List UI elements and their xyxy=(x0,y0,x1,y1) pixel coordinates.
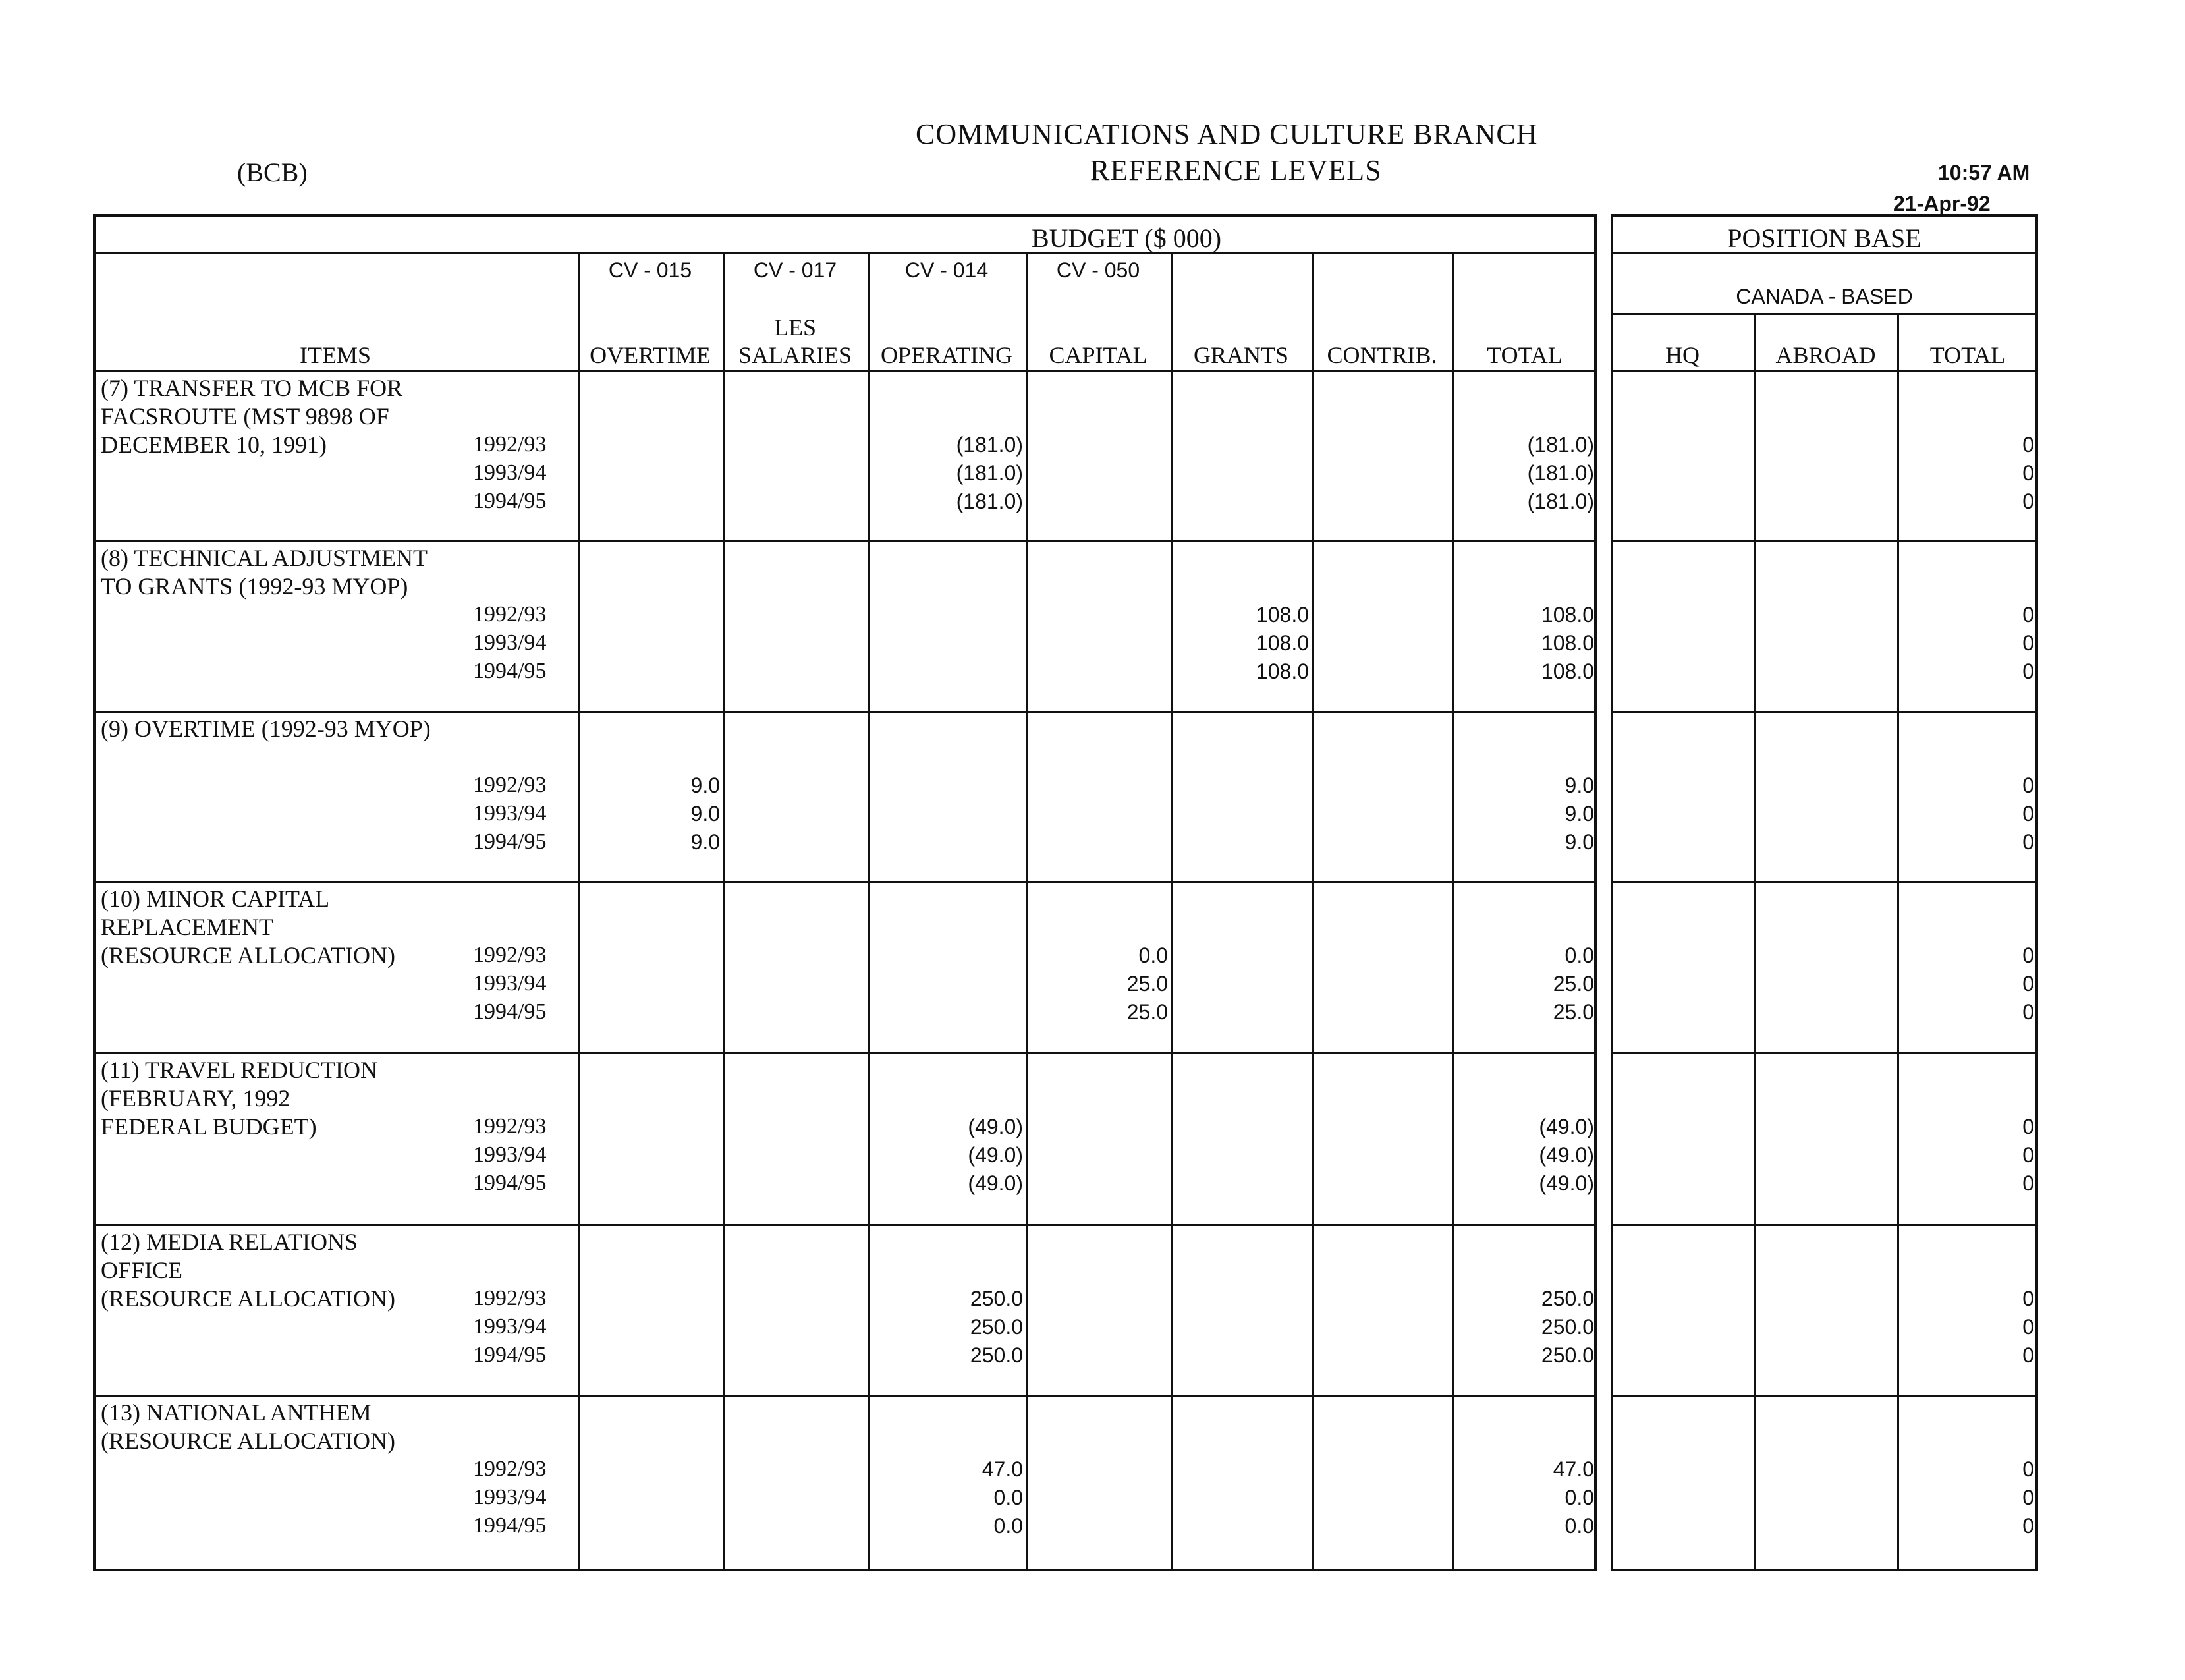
cell-total: 250.0 xyxy=(1541,1343,1594,1367)
fiscal-year: 1992/93 xyxy=(473,1286,547,1310)
cell-total: 0.0 xyxy=(1564,1514,1594,1538)
cell-total: 108.0 xyxy=(1541,659,1594,683)
position-section-divider xyxy=(1611,1395,2038,1397)
item-description-line: OFFICE xyxy=(101,1257,183,1283)
cell-pos-total: 0 xyxy=(2022,943,2034,967)
cell-total: 250.0 xyxy=(1541,1315,1594,1339)
cell-total: 108.0 xyxy=(1541,603,1594,627)
item-description-line: (13) NATIONAL ANTHEM xyxy=(101,1399,372,1426)
fiscal-year: 1994/95 xyxy=(473,1343,547,1367)
position-section-divider xyxy=(1611,711,2038,713)
cell-pos-total: 0 xyxy=(2022,1000,2034,1024)
cell-pos-total: 0 xyxy=(2022,433,2034,457)
cell-total: 108.0 xyxy=(1541,631,1594,655)
col-divider-grants xyxy=(1312,252,1314,1571)
cell-pos-total: 0 xyxy=(2022,1143,2034,1167)
cell-pos-total: 0 xyxy=(2022,603,2034,627)
col-divider-abroad xyxy=(1897,313,1899,1571)
fiscal-year: 1994/95 xyxy=(473,1513,547,1538)
position-title: POSITION BASE xyxy=(1727,223,1922,253)
fiscal-year: 1994/95 xyxy=(473,659,547,683)
fiscal-year: 1993/94 xyxy=(473,1142,547,1167)
item-description-line: (8) TECHNICAL ADJUSTMENT xyxy=(101,545,428,571)
abroad-header: ABROAD xyxy=(1775,342,1876,368)
cell-pos-total: 0 xyxy=(2022,1343,2034,1367)
cell-total: (181.0) xyxy=(1527,433,1594,457)
item-description-line: REPLACEMENT xyxy=(101,914,274,940)
item-description-line: (FEBRUARY, 1992 xyxy=(101,1085,290,1111)
item-description-line: FACSROUTE (MST 9898 OF xyxy=(101,403,389,430)
page-title: COMMUNICATIONS AND CULTURE BRANCH xyxy=(916,118,1538,150)
section-divider xyxy=(93,1052,1597,1054)
cell-operating: (181.0) xyxy=(956,461,1023,485)
code-operating: CV - 014 xyxy=(904,258,989,282)
cell-operating: (49.0) xyxy=(968,1115,1023,1138)
item-description-line: (RESOURCE ALLOCATION) xyxy=(101,942,395,968)
cell-pos-total: 0 xyxy=(2022,802,2034,826)
fiscal-year: 1992/93 xyxy=(473,943,547,967)
cell-grants: 108.0 xyxy=(1256,603,1309,627)
print-date: 21-Apr-92 xyxy=(1893,192,1991,215)
cell-operating: (49.0) xyxy=(968,1171,1023,1195)
salaries-header: SALARIES xyxy=(738,342,852,368)
item-description-line: (12) MEDIA RELATIONS xyxy=(101,1229,358,1255)
code-les: CV - 017 xyxy=(753,258,837,282)
fiscal-year: 1992/93 xyxy=(473,1457,547,1481)
cell-pos-total: 0 xyxy=(2022,972,2034,995)
item-description-line: FEDERAL BUDGET) xyxy=(101,1113,317,1140)
item-description-line: (7) TRANSFER TO MCB FOR xyxy=(101,375,403,401)
fiscal-year: 1993/94 xyxy=(473,1485,547,1509)
print-time: 10:57 AM xyxy=(1938,161,2030,184)
section-divider xyxy=(93,881,1597,883)
cell-pos-total: 0 xyxy=(2022,490,2034,513)
cell-total: 9.0 xyxy=(1564,802,1594,826)
cell-capital: 25.0 xyxy=(1126,972,1168,995)
cell-total: 9.0 xyxy=(1564,773,1594,797)
cell-grants: 108.0 xyxy=(1256,631,1309,655)
fiscal-year: 1992/93 xyxy=(473,432,547,457)
fiscal-year: 1993/94 xyxy=(473,1314,547,1339)
contrib-header: CONTRIB. xyxy=(1327,342,1437,368)
fiscal-year: 1993/94 xyxy=(473,630,547,655)
section-divider xyxy=(93,1224,1597,1226)
item-description-line: (10) MINOR CAPITAL xyxy=(101,885,330,912)
col-divider-contrib xyxy=(1452,252,1454,1571)
fiscal-year: 1994/95 xyxy=(473,489,547,513)
cell-pos-total: 0 xyxy=(2022,461,2034,485)
canada-based-divider xyxy=(1611,313,2038,315)
operating-header: OPERATING xyxy=(880,342,1012,368)
fiscal-year: 1994/95 xyxy=(473,829,547,854)
position-section-divider xyxy=(1611,881,2038,883)
fiscal-year: 1992/93 xyxy=(473,773,547,797)
cell-pos-total: 0 xyxy=(2022,1315,2034,1339)
cell-total: (49.0) xyxy=(1539,1115,1594,1138)
item-description-line: (11) TRAVEL REDUCTION xyxy=(101,1057,377,1083)
items-header: ITEMS xyxy=(300,342,371,368)
cell-operating: 0.0 xyxy=(993,1514,1023,1538)
cell-operating: 250.0 xyxy=(970,1287,1023,1310)
cell-overtime: 9.0 xyxy=(690,802,720,826)
section-divider xyxy=(93,711,1597,713)
col-divider-hq xyxy=(1754,313,1756,1571)
cell-operating: 250.0 xyxy=(970,1315,1023,1339)
item-description-line: TO GRANTS (1992-93 MYOP) xyxy=(101,573,408,600)
cell-pos-total: 0 xyxy=(2022,1171,2034,1195)
cell-total: 47.0 xyxy=(1553,1457,1594,1481)
cell-total: (49.0) xyxy=(1539,1171,1594,1195)
cell-overtime: 9.0 xyxy=(690,773,720,797)
cell-pos-total: 0 xyxy=(2022,830,2034,854)
cell-total: (49.0) xyxy=(1539,1143,1594,1167)
page-subtitle: REFERENCE LEVELS xyxy=(1090,154,1382,186)
code-capital: CV - 050 xyxy=(1056,258,1140,282)
fiscal-year: 1992/93 xyxy=(473,602,547,627)
header-bottom-divider xyxy=(93,370,1597,372)
cell-overtime: 9.0 xyxy=(690,830,720,854)
col-divider-les xyxy=(868,252,870,1571)
cell-operating: 47.0 xyxy=(982,1457,1023,1481)
col-divider-overtime xyxy=(723,252,725,1571)
budget-title: BUDGET ($ 000) xyxy=(1031,223,1222,253)
cell-pos-total: 0 xyxy=(2022,1287,2034,1310)
cell-pos-total: 0 xyxy=(2022,1514,2034,1538)
fiscal-year: 1994/95 xyxy=(473,1171,547,1195)
cell-capital: 25.0 xyxy=(1126,1000,1168,1024)
cell-pos-total: 0 xyxy=(2022,631,2034,655)
position-header-bottom-divider xyxy=(1611,370,2038,372)
code-overtime: CV - 015 xyxy=(608,258,692,282)
canada-based-label: CANADA - BASED xyxy=(1736,285,1913,308)
fiscal-year: 1992/93 xyxy=(473,1114,547,1138)
fiscal-year: 1994/95 xyxy=(473,999,547,1024)
col-divider-capital xyxy=(1171,252,1173,1571)
fiscal-year: 1993/94 xyxy=(473,801,547,826)
cell-pos-total: 0 xyxy=(2022,1115,2034,1138)
overtime-header: OVERTIME xyxy=(590,342,711,368)
col-divider-items xyxy=(578,252,580,1571)
cell-total: 9.0 xyxy=(1564,830,1594,854)
section-divider xyxy=(93,1395,1597,1397)
item-description-line: DECEMBER 10, 1991) xyxy=(101,432,327,458)
cell-pos-total: 0 xyxy=(2022,1457,2034,1481)
cell-operating: 0.0 xyxy=(993,1486,1023,1509)
hq-header: HQ xyxy=(1665,342,1700,368)
cell-total: 0.0 xyxy=(1564,1486,1594,1509)
grants-header: GRANTS xyxy=(1193,342,1289,368)
item-description-line: (RESOURCE ALLOCATION) xyxy=(101,1428,395,1454)
cell-operating: (49.0) xyxy=(968,1143,1023,1167)
position-section-divider xyxy=(1611,540,2038,542)
col-divider-operating xyxy=(1026,252,1028,1571)
capital-header: CAPITAL xyxy=(1049,342,1148,368)
position-section-divider xyxy=(1611,1224,2038,1226)
les-header: LES xyxy=(773,314,816,341)
cell-pos-total: 0 xyxy=(2022,773,2034,797)
cell-total: (181.0) xyxy=(1527,490,1594,513)
fiscal-year: 1993/94 xyxy=(473,461,547,485)
cell-pos-total: 0 xyxy=(2022,659,2034,683)
item-description-line: (9) OVERTIME (1992-93 MYOP) xyxy=(101,715,431,742)
cell-total: (181.0) xyxy=(1527,461,1594,485)
cell-pos-total: 0 xyxy=(2022,1486,2034,1509)
position-total-header: TOTAL xyxy=(1929,342,2006,368)
cell-grants: 108.0 xyxy=(1256,659,1309,683)
cell-capital: 0.0 xyxy=(1138,943,1168,967)
cell-operating: 250.0 xyxy=(970,1343,1023,1367)
cell-total: 25.0 xyxy=(1553,972,1594,995)
cell-operating: (181.0) xyxy=(956,490,1023,513)
position-section-divider xyxy=(1611,1052,2038,1054)
cell-total: 25.0 xyxy=(1553,1000,1594,1024)
section-divider xyxy=(93,540,1597,542)
branch-code: (BCB) xyxy=(237,157,308,187)
fiscal-year: 1993/94 xyxy=(473,971,547,995)
item-description-line: (RESOURCE ALLOCATION) xyxy=(101,1285,395,1312)
total-header: TOTAL xyxy=(1487,342,1563,368)
cell-operating: (181.0) xyxy=(956,433,1023,457)
cell-total: 0.0 xyxy=(1564,943,1594,967)
cell-total: 250.0 xyxy=(1541,1287,1594,1310)
